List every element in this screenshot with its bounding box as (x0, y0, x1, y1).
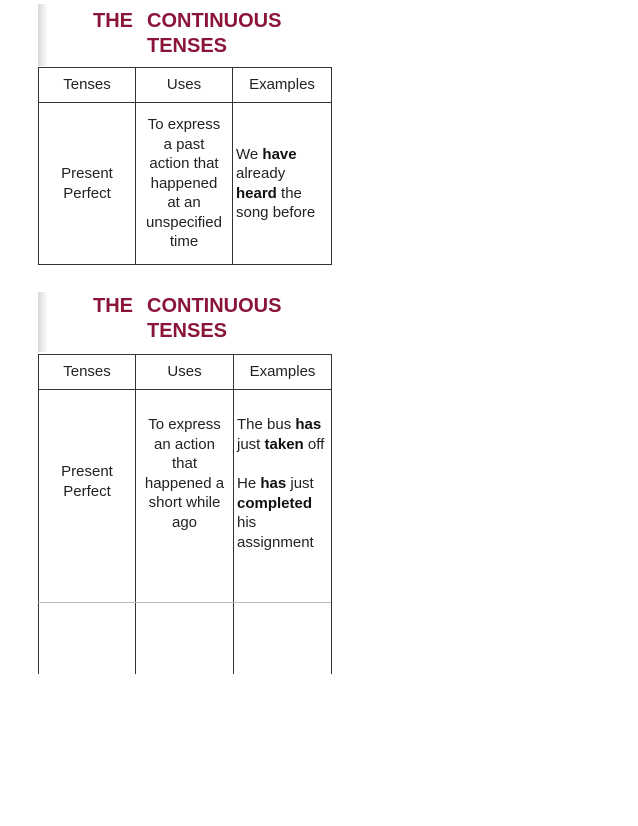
example-text: just (286, 475, 314, 492)
example-text: He (237, 475, 261, 492)
tense-table (38, 354, 332, 674)
title-rest (147, 9, 317, 59)
header-examples: Examples (234, 355, 332, 390)
example-text: already (236, 165, 286, 182)
use-cell (136, 390, 234, 675)
use-line: action that (149, 155, 219, 173)
example-cell (234, 390, 332, 675)
tense-cell (39, 390, 136, 675)
use-line: ago (171, 513, 198, 531)
example-cell (233, 103, 332, 265)
header-uses: Uses (136, 355, 234, 390)
example-bold-verb: have (262, 145, 297, 163)
use-line: happened (150, 174, 218, 192)
title-continuous: CONTINUOUS (147, 10, 282, 32)
tense-line: Present (61, 165, 113, 182)
header-examples: Examples (233, 68, 332, 103)
use-line: that (171, 455, 198, 472)
use-line: To express (148, 416, 221, 433)
use-line: time (169, 233, 199, 251)
table-row (39, 390, 332, 675)
table-row (39, 103, 332, 265)
use-line: happened a (144, 474, 225, 492)
example-bold-verb: taken (264, 435, 304, 453)
example-text: his assignment (237, 514, 314, 551)
title-rest (147, 294, 317, 344)
example-text: the song before (236, 184, 316, 221)
example-text: We (236, 145, 263, 163)
example-bold-verb: has (295, 416, 322, 433)
title-tenses: TENSES (147, 320, 228, 342)
slide-2 (38, 292, 331, 604)
use-line: an action (154, 435, 215, 453)
header-row (39, 355, 332, 390)
header-tenses: Tenses (39, 355, 136, 390)
example-bold-verb: heard (236, 184, 277, 202)
slide-bottom-rule (38, 602, 331, 603)
use-line: at an (167, 194, 201, 212)
tense-line: Present (61, 463, 113, 480)
slide-1 (38, 4, 331, 266)
example-text: The bus (237, 416, 296, 433)
tense-cell (39, 103, 136, 265)
use-line: a past (163, 135, 205, 153)
tense-line: Perfect (63, 184, 111, 202)
title-tenses: TENSES (147, 35, 228, 57)
use-line: unspecified (146, 213, 222, 231)
example-text: off (303, 435, 325, 453)
tense-line: Perfect (63, 482, 111, 500)
header-row (39, 68, 332, 103)
title-the: THE (93, 10, 133, 32)
tense-table (38, 67, 332, 265)
slide-edge-shading (38, 292, 48, 352)
example-bold-verb: has (260, 475, 287, 492)
header-tenses: Tenses (39, 68, 136, 103)
use-cell (136, 103, 233, 265)
title-the: THE (93, 295, 133, 317)
example-spacer (237, 454, 328, 474)
slide-edge-shading (38, 4, 48, 66)
example-bold-verb: completed (237, 494, 313, 512)
header-uses: Uses (136, 68, 233, 103)
example-text: just (237, 435, 265, 453)
use-line: short while (148, 494, 221, 511)
title-continuous: CONTINUOUS (147, 295, 282, 317)
use-line: To express (147, 116, 221, 134)
